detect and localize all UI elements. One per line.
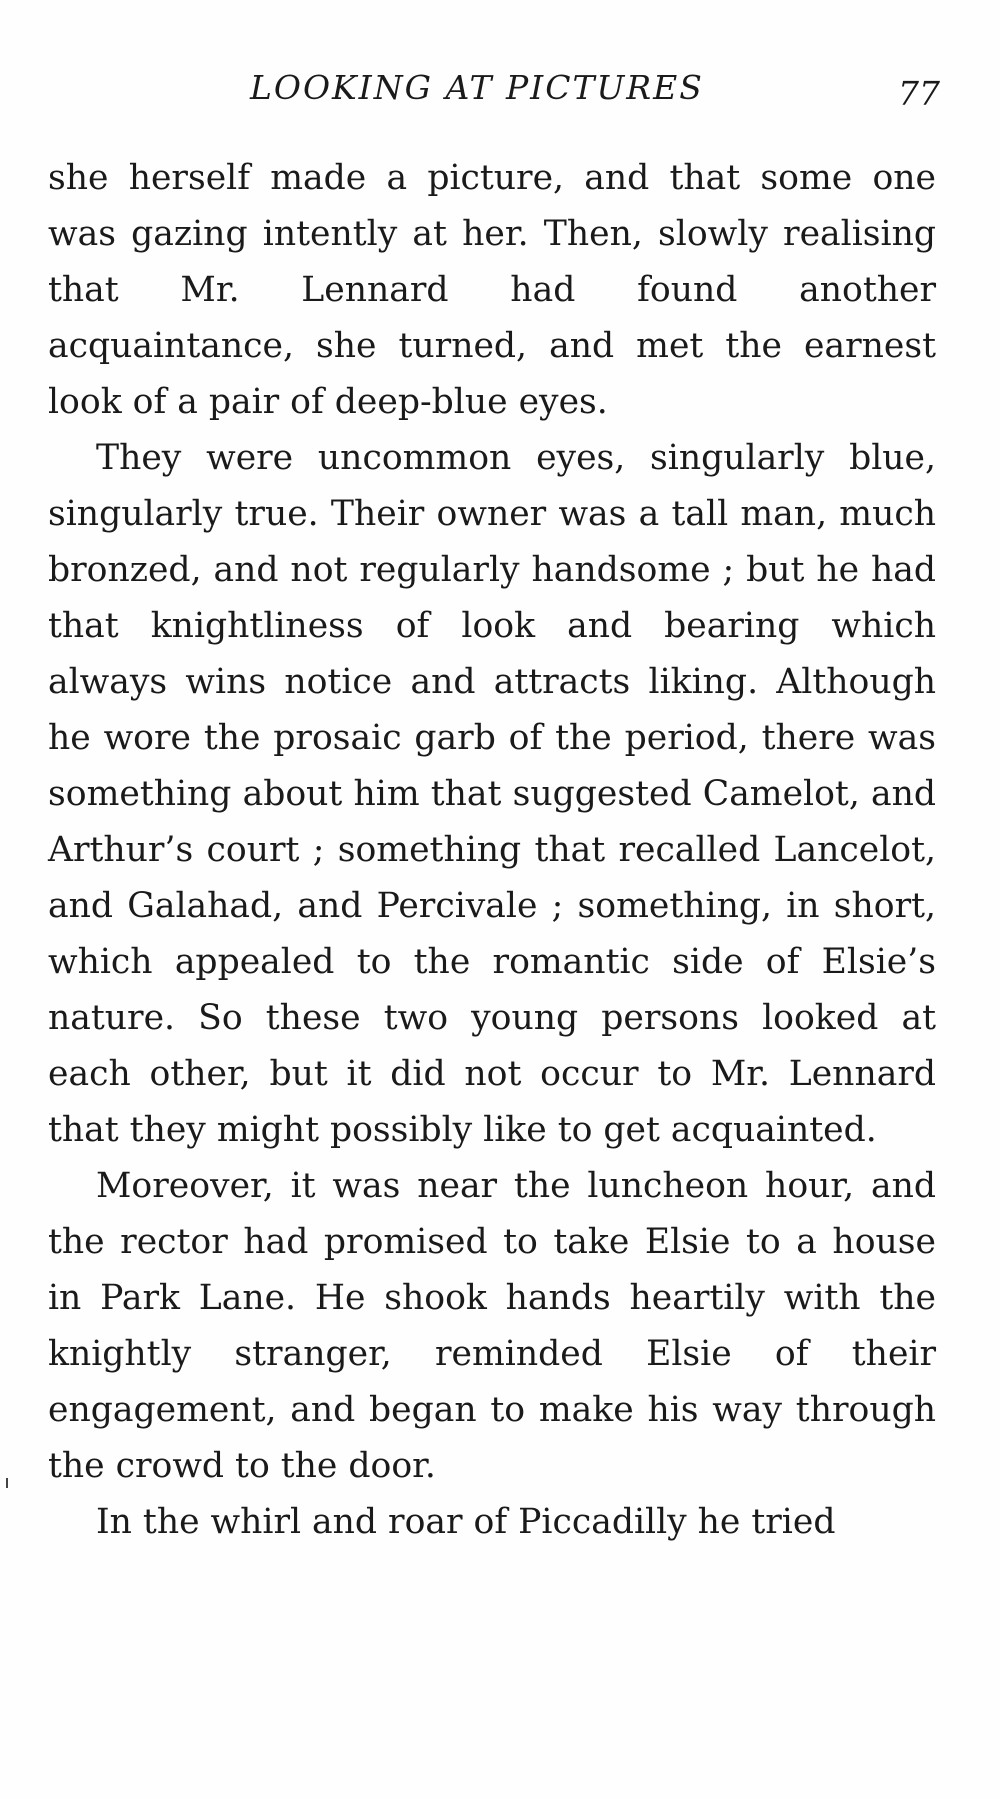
body-text — [48, 150, 936, 1550]
paragraph-2: They were uncommon eyes, singularly blue, singularly true. Their owner was a tall man, much bronzed, and not regularly handsome ; but he had that knightliness of look and bearing which always wins notice and attracts liking. Although he wore the prosaic garb of the period, there was something about him that suggested Camelot, and Arthur’s court ; something that recalled Lancelot, and Galahad, and Percivale ; something, in short, which appealed to the romantic side of Elsie’s nature. So these two young persons looked at each other, but it did not occur to Mr. Lennard that they might possibly like to get acquainted. — [48, 438, 936, 1150]
page-number: 77 — [898, 74, 940, 113]
paragraph-1: she herself made a picture, and that some one was gazing intently at her. Then, slowly realising that Mr. Lennard had found another acquaintance, she turned, and met the earnest look of a pair of deep-blue eyes. — [48, 158, 936, 422]
paragraph-4: In the whirl and roar of Piccadilly he tried — [96, 1502, 836, 1542]
paragraph-3: Moreover, it was near the luncheon hour, and the rector had promised to take Elsie to a house in Park Lane. He shook hands heartily with the knightly stranger, reminded Elsie of their engagement, and began to make his way through the crowd to the door. — [48, 1166, 936, 1486]
running-title: LOOKING AT PICTURES — [250, 68, 704, 107]
margin-speck — [6, 1478, 8, 1488]
running-head — [0, 68, 1000, 118]
